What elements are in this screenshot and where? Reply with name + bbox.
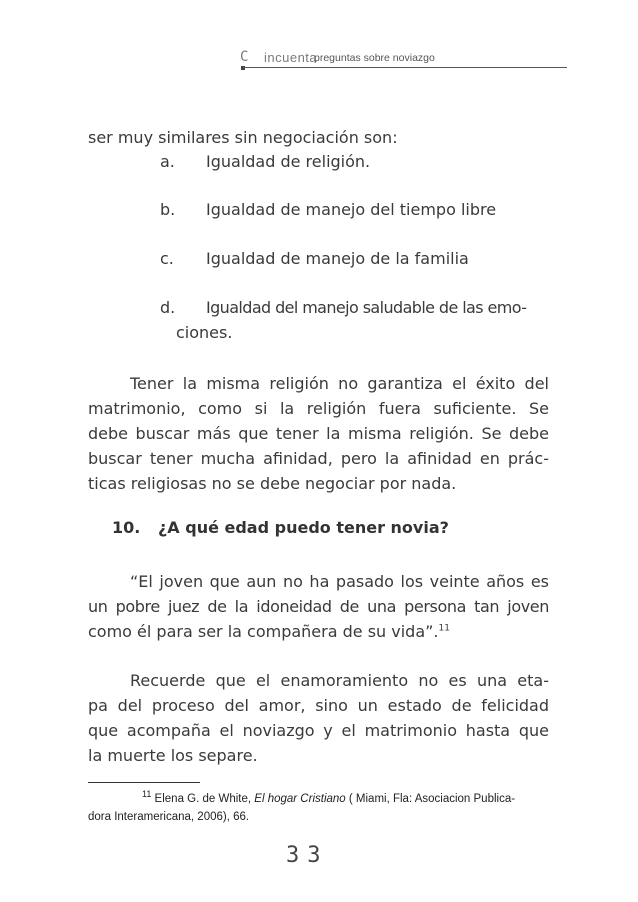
header-subtitle: preguntas sobre noviazgo — [314, 52, 435, 64]
list-item — [160, 149, 370, 174]
paragraph-line: “El joven que aun no ha pasado los veinte años es — [130, 572, 549, 591]
paragraph-line: pa del proceso del amor, sino un estado de felicidad — [88, 696, 549, 715]
list-text: Igualdad de manejo del tiempo libre — [206, 200, 497, 219]
list-letter: b. — [160, 200, 176, 219]
footnote-line: $^{11}$ Elena G. de White, El hogar Cristiano ( Miami, Fla: Asociacion Publica- — [142, 789, 516, 805]
list-letter: d. — [160, 298, 176, 317]
footnote — [88, 790, 549, 826]
header-title-word: incuenta — [264, 50, 318, 65]
running-header — [0, 0, 638, 80]
list-text: Igualdad de religión. — [206, 152, 371, 171]
paragraph-line: que acompaña el noviazgo y el matrimonio hasta que — [88, 721, 549, 740]
paragraph-2 — [88, 668, 549, 768]
paragraph-line: un pobre juez de la idoneidad de una persona tan joven — [88, 597, 549, 616]
section-title: ¿A qué edad puedo tener novia? — [158, 518, 449, 537]
header-initial: C — [240, 49, 250, 65]
footnote-reference: 11 — [438, 623, 450, 634]
list-item — [160, 246, 469, 271]
quote-paragraph — [88, 569, 549, 644]
list-text: Igualdad de manejo de la familia — [206, 249, 469, 268]
paragraph-line: matrimonio, como si la religión fuera suficiente. Se — [88, 399, 549, 418]
paragraph-line: la muerte los separe. — [88, 746, 258, 765]
list-letter: c. — [160, 249, 174, 268]
list-item — [160, 197, 496, 222]
footnote-rule — [88, 782, 200, 783]
paragraph-line: ticas religiosas no se debe negociar por nada. — [88, 474, 457, 493]
paragraph-line: Recuerde que el enamoramiento no es una eta- — [130, 671, 549, 690]
paragraph-line: debe buscar más que tener la misma religión. Se debe — [88, 424, 549, 443]
paragraph-line: Tener la misma religión no garantiza el éxito del — [130, 374, 549, 393]
paragraph-line: buscar tener mucha afinidad, pero la afinidad en prác- — [88, 449, 549, 468]
list-text: Igualdad del manejo saludable de las emo- — [206, 298, 527, 317]
header-rule — [243, 67, 567, 68]
page-number: 33 — [286, 843, 329, 868]
paragraph-1 — [88, 371, 549, 496]
section-heading — [112, 518, 449, 537]
intro-line: ser muy similares sin negociación son: — [88, 128, 398, 147]
list-letter: a. — [160, 152, 175, 171]
footnote-line: dora Interamericana, 2006), 66. — [88, 811, 250, 823]
list-item — [160, 295, 550, 320]
section-number: 10. — [112, 518, 141, 537]
paragraph-line: como él para ser la compañera de su vida”.$^{11}$ — [88, 622, 450, 641]
footnote-number: 11 — [142, 789, 152, 800]
list-item-continuation: ciones. — [176, 323, 233, 342]
footnote-book-title: El hogar Cristiano — [254, 793, 346, 805]
